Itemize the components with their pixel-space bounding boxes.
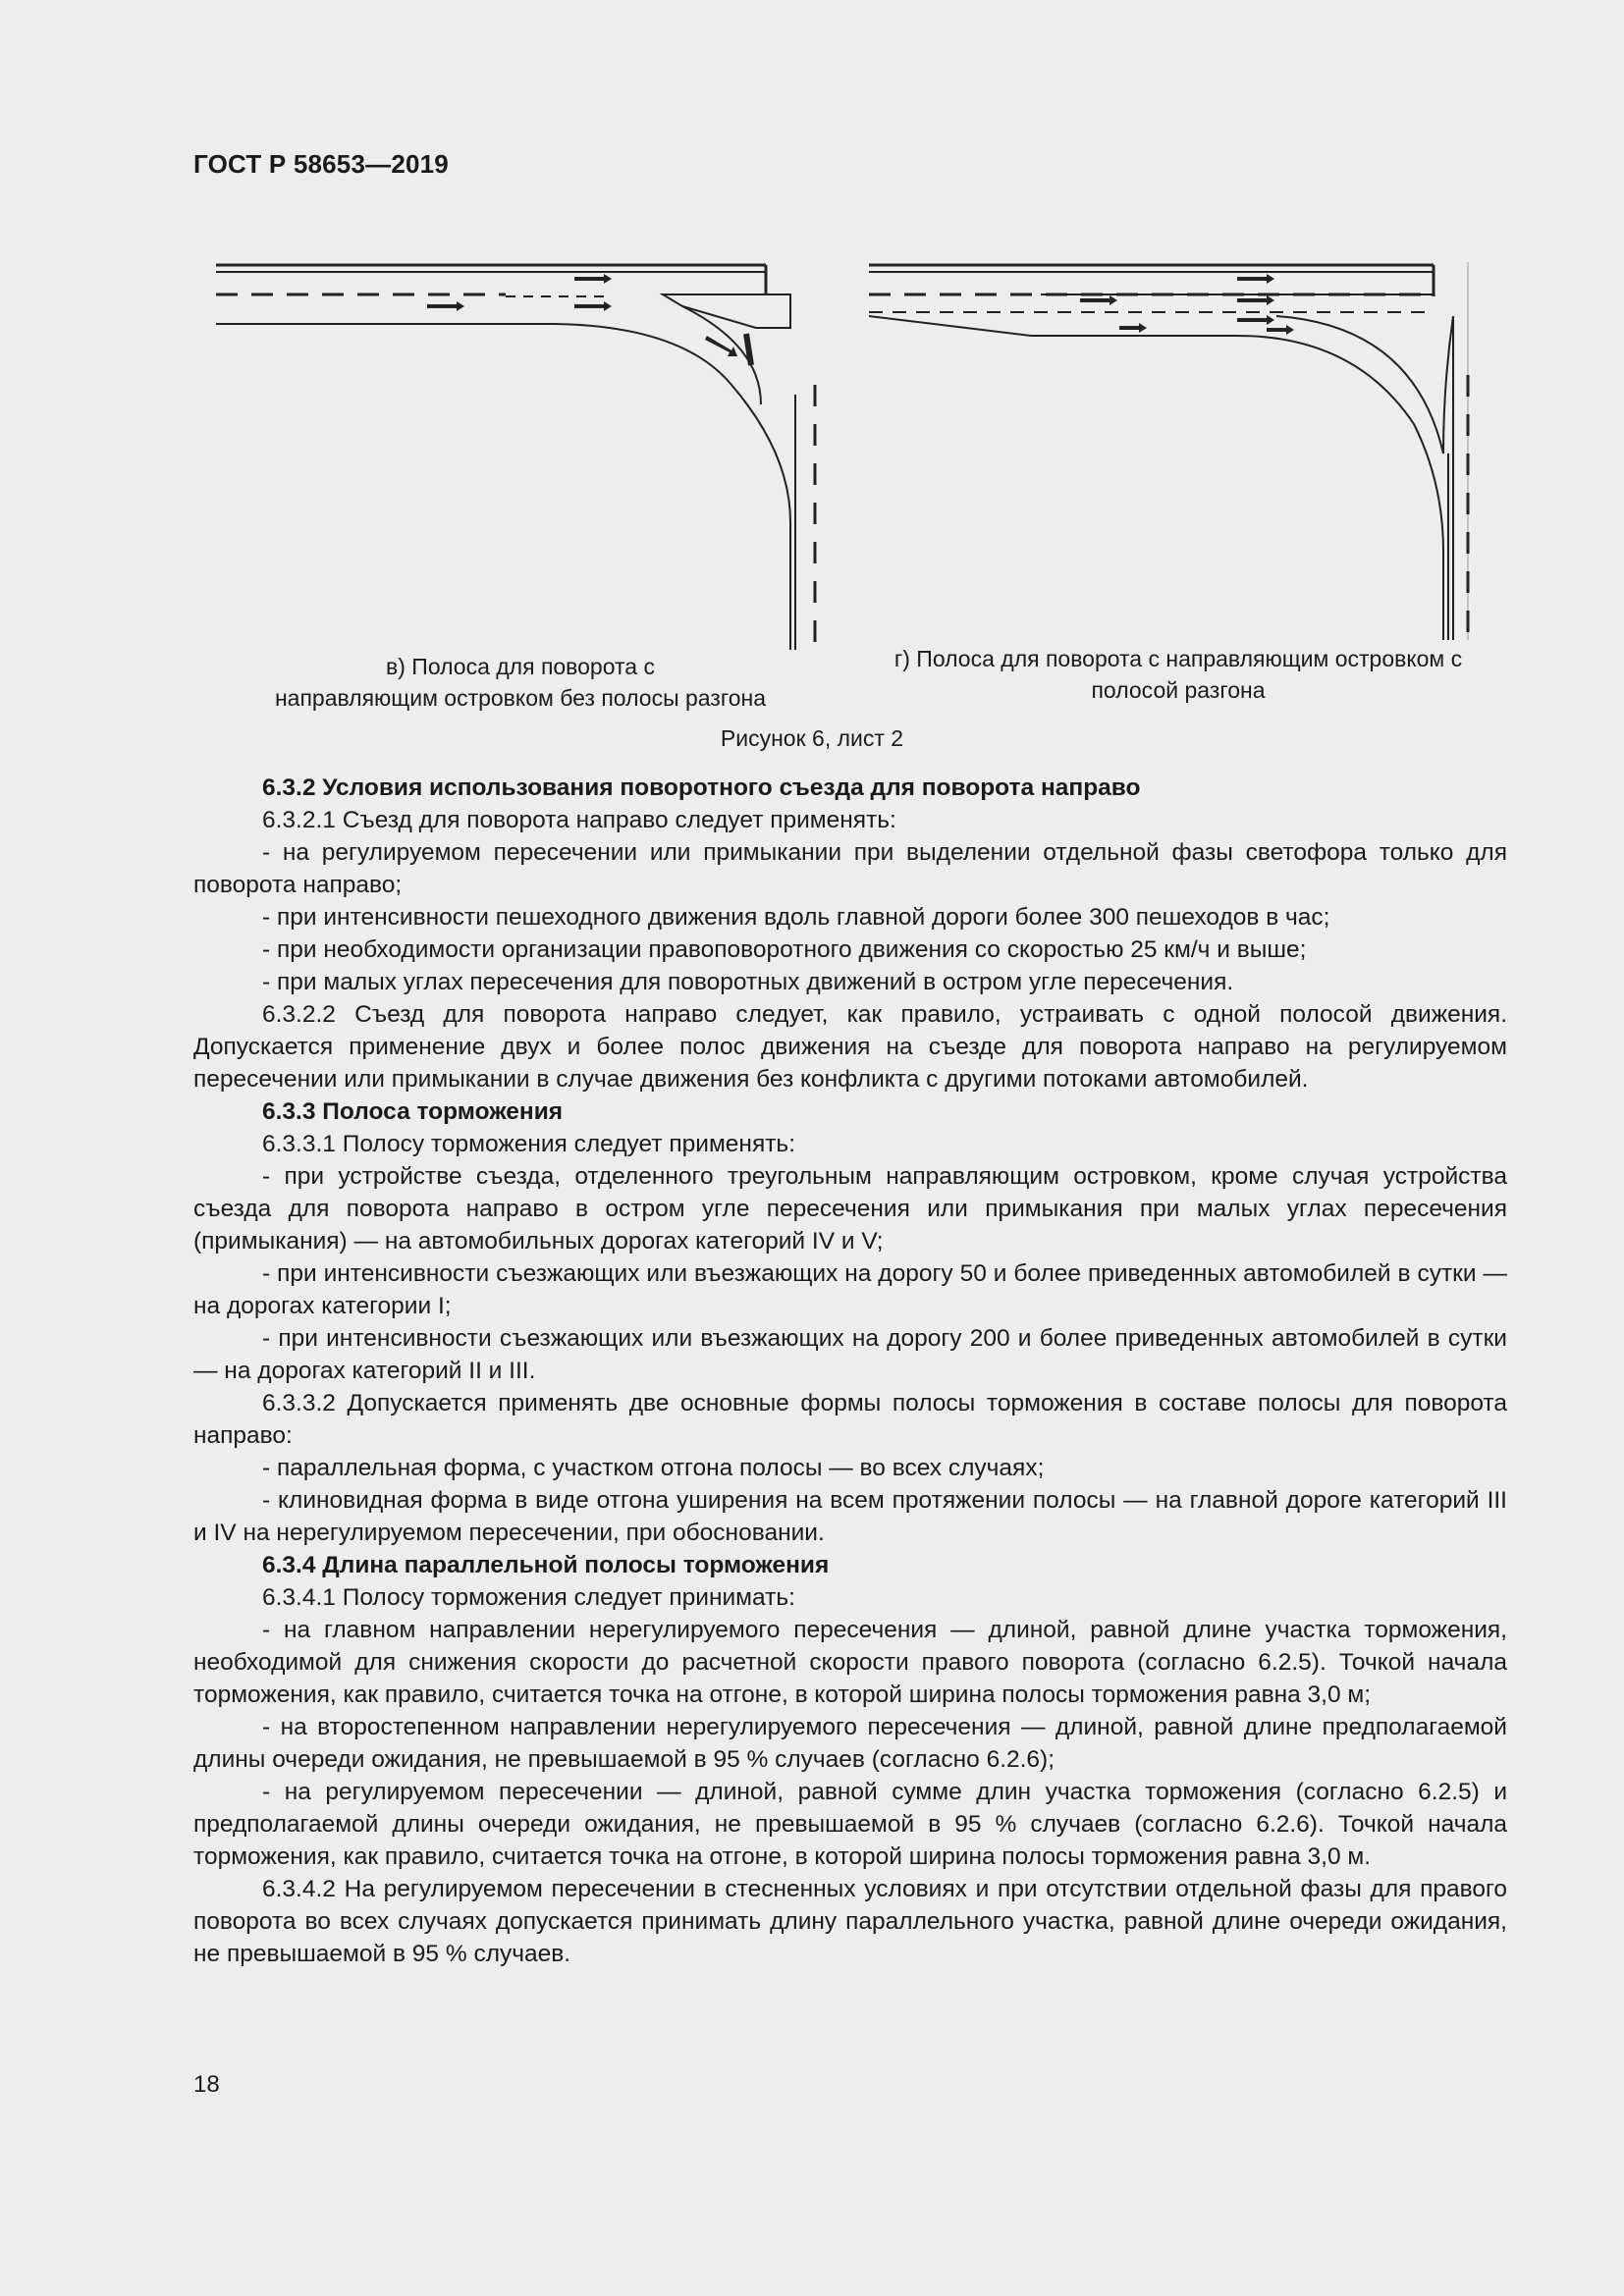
paragraph: - на второстепенном направлении нерегулируемого пересечения — длиной, равной длине предполагаемой длины очереди ожидания, не превышаемой в 95 % случаев (согласно 6.2.6); bbox=[193, 1714, 1507, 1773]
paragraph: 6.3.2.1 Съезд для поворота направо следует применять: bbox=[262, 807, 896, 833]
figure-left-diagram bbox=[211, 257, 820, 650]
paragraph: 6.3.4.2 На регулируемом пересечении в стесненных условиях и при отсутствии отдельной фазы для правого поворота во всех случаях допускается принимать длину параллельного участка, равной длине очереди ожидания, не превышаемой в 95 % случаев. bbox=[193, 1876, 1507, 1967]
page-number: 18 bbox=[193, 2071, 220, 2098]
paragraph: - при интенсивности съезжающих или въезжающих на дорогу 200 и более приведенных автомобилей в сутки — на дорогах категорий II и III. bbox=[193, 1325, 1507, 1384]
figure-right-caption bbox=[854, 643, 1502, 706]
section-heading: 6.3.3 Полоса торможения bbox=[262, 1098, 564, 1125]
caption-line: направляющим островком без полосы разгона bbox=[274, 685, 767, 711]
paragraph: 6.3.2.2 Съезд для поворота направо следует, как правило, устраивать с одной полосой движения. Допускается применение двух и более полос движения на съезде для поворота направо на регулируемом пересечении или примыкании в случае движения без конфликта с другими потоками автомобилей. bbox=[193, 1001, 1507, 1093]
paragraph: - клиновидная форма в виде отгона уширения на всем протяжении полосы — на главной дороге категорий III и IV на нерегулируемом пересечении, при обосновании. bbox=[193, 1487, 1507, 1546]
paragraph: - при малых углах пересечения для поворотных движений в остром угле пересечения. bbox=[262, 969, 1234, 995]
body-text bbox=[193, 772, 1507, 1970]
paragraph: 6.3.3.1 Полосу торможения следует применять: bbox=[262, 1131, 796, 1157]
paragraph: 6.3.4.1 Полосу торможения следует принимать: bbox=[262, 1584, 795, 1611]
paragraph: 6.3.3.2 Допускается применять две основные формы полосы торможения в составе полосы для поворота направо: bbox=[193, 1390, 1507, 1449]
paragraph: - при необходимости организации правоповоротного движения со скоростью 25 км/ч и выше; bbox=[262, 936, 1307, 963]
paragraph: - на регулируемом пересечении или примыкании при выделении отдельной фазы светофора только для поворота направо; bbox=[193, 839, 1507, 898]
caption-line: в) Полоса для поворота с bbox=[386, 654, 655, 679]
section-heading: 6.3.4 Длина параллельной полосы торможения bbox=[262, 1552, 830, 1578]
caption-line: полосой разгона bbox=[1091, 677, 1266, 703]
paragraph: - при устройстве съезда, отделенного треугольным направляющим островком, кроме случая устройства съезда для поворота направо в остром угле пересечения или примыкания при малых углах пересечения (примыкания) — на автомобильных дорогах категорий IV и V; bbox=[193, 1163, 1507, 1255]
caption-line: г) Полоса для поворота с направляющим островком с bbox=[893, 646, 1463, 671]
section-heading: 6.3.2 Условия использования поворотного съезда для поворота направо bbox=[262, 774, 1141, 801]
paragraph: - на главном направлении нерегулируемого пересечения — длиной, равной длине участка торможения, необходимой для снижения скорости до расчетной скорости правого поворота (согласно 6.2.5). Точкой начала торможения, как правило, считается точка на отгоне, в которой ширина полосы торможения равна 3,0 м; bbox=[193, 1617, 1507, 1708]
paragraph: - при интенсивности съезжающих или въезжающих на дорогу 50 и более приведенных автомобилей в сутки — на дорогах категории I; bbox=[193, 1260, 1507, 1319]
paragraph: - параллельная форма, с участком отгона полосы — во всех случаях; bbox=[262, 1455, 1045, 1481]
document-code: ГОСТ Р 58653—2019 bbox=[193, 149, 449, 179]
figure-title: Рисунок 6, лист 2 bbox=[720, 725, 904, 751]
paragraph: - при интенсивности пешеходного движения вдоль главной дороги более 300 пешеходов в час; bbox=[262, 904, 1330, 931]
figure-left-caption bbox=[236, 651, 805, 714]
figure-right-diagram bbox=[864, 257, 1492, 640]
paragraph: - на регулируемом пересечении — длиной, равной сумме длин участка торможения (согласно 6.2.5) и предполагаемой длины очереди ожидания, не превышаемой в 95 % случаев (согласно 6.2.6). Точкой начала торможения, как правило, считается точка на отгоне, в которой ширина полосы торможения равна 3,0 м. bbox=[193, 1779, 1507, 1870]
